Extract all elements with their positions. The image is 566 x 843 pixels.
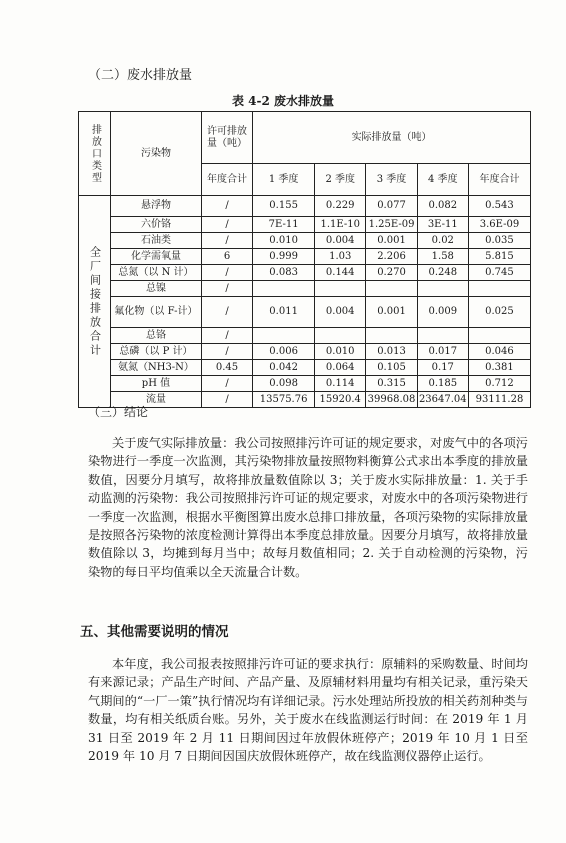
cell-q2: 0.064 [315, 360, 366, 376]
cell-total: 0.035 [468, 233, 530, 249]
cell-q4 [417, 328, 468, 344]
cell-permit: 6 [201, 249, 252, 265]
wastewater-table [78, 111, 531, 408]
cell-q3: 0.270 [366, 265, 417, 281]
cell-q4: 1.58 [417, 249, 468, 265]
cell-q4: 0.082 [417, 196, 468, 217]
cell-pollutant: 总铬 [111, 328, 202, 344]
table-row [79, 297, 531, 328]
cell-q1: 7E-11 [253, 217, 315, 233]
cell-total: 93111.28 [468, 392, 530, 408]
cell-q1: 0.010 [253, 233, 315, 249]
cell-q3: 0.001 [366, 297, 417, 328]
cell-total: 0.712 [468, 376, 530, 392]
table-row [79, 249, 531, 265]
cell-q4: 0.02 [417, 233, 468, 249]
cell-q4 [417, 281, 468, 297]
header-permit-sub: 年度合计 [201, 164, 252, 196]
cell-pollutant: 总氮（以 N 计） [111, 265, 202, 281]
cell-q1 [253, 281, 315, 297]
cell-q1: 0.011 [253, 297, 315, 328]
cell-total: 3.6E-09 [468, 217, 530, 233]
cell-permit: / [201, 233, 252, 249]
cell-q4: 0.185 [417, 376, 468, 392]
cell-permit: / [201, 297, 252, 328]
cell-q1: 0.083 [253, 265, 315, 281]
cell-q2: 0.114 [315, 376, 366, 392]
cell-q2: 0.010 [315, 344, 366, 360]
header-q4: 4 季度 [417, 164, 468, 196]
cell-total: 0.046 [468, 344, 530, 360]
cell-permit: / [201, 376, 252, 392]
table-row [79, 328, 531, 344]
cell-permit: / [201, 265, 252, 281]
cell-q1: 0.999 [253, 249, 315, 265]
cell-total [468, 281, 530, 297]
cell-permit: / [201, 392, 252, 408]
table-row [79, 281, 531, 297]
section5-title: 五、其他需要说明的情况 [80, 624, 229, 640]
cell-q1: 13575.76 [253, 392, 315, 408]
table-row [79, 217, 531, 233]
conclusion-title: （三）结论 [88, 405, 149, 419]
cell-q4: 3E-11 [417, 217, 468, 233]
cell-q4: 0.248 [417, 265, 468, 281]
cell-total: 0.745 [468, 265, 530, 281]
cell-pollutant: 氨氮（NH3-N） [111, 360, 202, 376]
cell-q2: 0.229 [315, 196, 366, 217]
cell-q3: 0.001 [366, 233, 417, 249]
header-actual: 实际排放量（吨） [253, 112, 531, 164]
cell-total [468, 328, 530, 344]
cell-q3: 0.105 [366, 360, 417, 376]
cell-pollutant: 石油类 [111, 233, 202, 249]
cell-permit: / [201, 281, 252, 297]
cell-total: 0.025 [468, 297, 530, 328]
cell-q3 [366, 328, 417, 344]
cell-total: 0.543 [468, 196, 530, 217]
cell-q1: 0.006 [253, 344, 315, 360]
table-row [79, 265, 531, 281]
header-q2: 2 季度 [315, 164, 366, 196]
cell-q4: 23647.04 [417, 392, 468, 408]
cell-q3: 1.25E-09 [366, 217, 417, 233]
cell-permit: / [201, 196, 252, 217]
cell-q1: 0.155 [253, 196, 315, 217]
section5-paragraph: 本年度，我公司报表按照排污许可证的要求执行：原辅料的采购数量、时间均有来源记录；产品生产时间、产品产量、及原辅材料用量均有相关记录，重污染天气期间的“一厂一策”执行情况均有详细记录。污水处理站所投放的相关药剂种类与数量，均有相关纸质台账。另外，关于废水在线监测运行时间：在 2019 年 1 月 31 日至 2019 年 2 月 11 日期间因过年放假休班停产；2019 年 10 月 1 日至 2019 年 10 月 7 日期间因国庆放假休班停产，故在线监测仪器停止运行。 [88, 657, 528, 764]
cell-q1: 0.098 [253, 376, 315, 392]
cell-q2: 0.004 [315, 233, 366, 249]
cell-q3: 0.077 [366, 196, 417, 217]
cell-q4: 0.009 [417, 297, 468, 328]
table-row [79, 376, 531, 392]
header-pollutant: 污染物 [111, 112, 202, 196]
cell-q3 [366, 281, 417, 297]
cell-pollutant: 六价铬 [111, 217, 202, 233]
cell-pollutant: 总镍 [111, 281, 202, 297]
cell-q1 [253, 328, 315, 344]
section-title-wastewater: （二）废水排放量 [88, 68, 193, 83]
table-row [79, 233, 531, 249]
header-q1: 1 季度 [253, 164, 315, 196]
cell-pollutant: 总磷（以 P 计） [111, 344, 202, 360]
cell-permit: / [201, 344, 252, 360]
header-permit: 许可排放量（吨） [201, 112, 252, 164]
cell-permit: / [201, 217, 252, 233]
table-row [79, 360, 531, 376]
cell-permit: / [201, 328, 252, 344]
cell-total: 0.381 [468, 360, 530, 376]
cell-q2 [315, 281, 366, 297]
table-caption: 表 4-2 废水排放量 [231, 94, 335, 108]
conclusion-paragraph: 关于废气实际排放量：我公司按照排污许可证的规定要求，对废气中的各项污染物进行一季度一次监测，其污染物排放量按照物料衡算公式求出本季度的排放量数值，因要分月填写，故将排放量数值除以 3；关于废水实际排放量：1. 关于手动监测的污染物：我公司按照排污许可证的规定要求，对废水中的各项污染物进行一季度一次监测，根据水平衡图算出废水总排口排放量，各项污染物的实际排放量是按照各污染物的浓度检测计算得出本季度总排放量。因要分月填写，故将排放量数值除以 3，均摊到每月当中；故每月数值相同；2. 关于自动检测的污染物，污染物的每日平均值乘以全天流量合计数。 [88, 436, 528, 579]
cell-total: 5.815 [468, 249, 530, 265]
company-seal-stamp [528, 510, 566, 630]
cell-pollutant: pH 值 [111, 376, 202, 392]
cell-q3: 0.315 [366, 376, 417, 392]
cell-q2: 1.03 [315, 249, 366, 265]
cell-q2: 15920.4 [315, 392, 366, 408]
cell-q1: 0.042 [253, 360, 315, 376]
cell-q3: 2.206 [366, 249, 417, 265]
outlet-label: 全厂间接排放合计 [79, 196, 111, 408]
cell-pollutant: 氟化物（以 F-计） [111, 297, 202, 328]
cell-q4: 0.17 [417, 360, 468, 376]
cell-q3: 39968.08 [366, 392, 417, 408]
cell-q4: 0.017 [417, 344, 468, 360]
header-annual: 年度合计 [468, 164, 530, 196]
cell-q2: 0.144 [315, 265, 366, 281]
cell-permit: 0.45 [201, 360, 252, 376]
cell-pollutant: 流量 [111, 392, 202, 408]
table-row [79, 196, 531, 217]
cell-q3: 0.013 [366, 344, 417, 360]
cell-q2: 0.004 [315, 297, 366, 328]
header-q3: 3 季度 [366, 164, 417, 196]
cell-pollutant: 化学需氧量 [111, 249, 202, 265]
table-row [79, 344, 531, 360]
cell-pollutant: 悬浮物 [111, 196, 202, 217]
cell-q2: 1.1E-10 [315, 217, 366, 233]
header-outlet-type: 排放口类型 [79, 112, 111, 196]
cell-q2 [315, 328, 366, 344]
